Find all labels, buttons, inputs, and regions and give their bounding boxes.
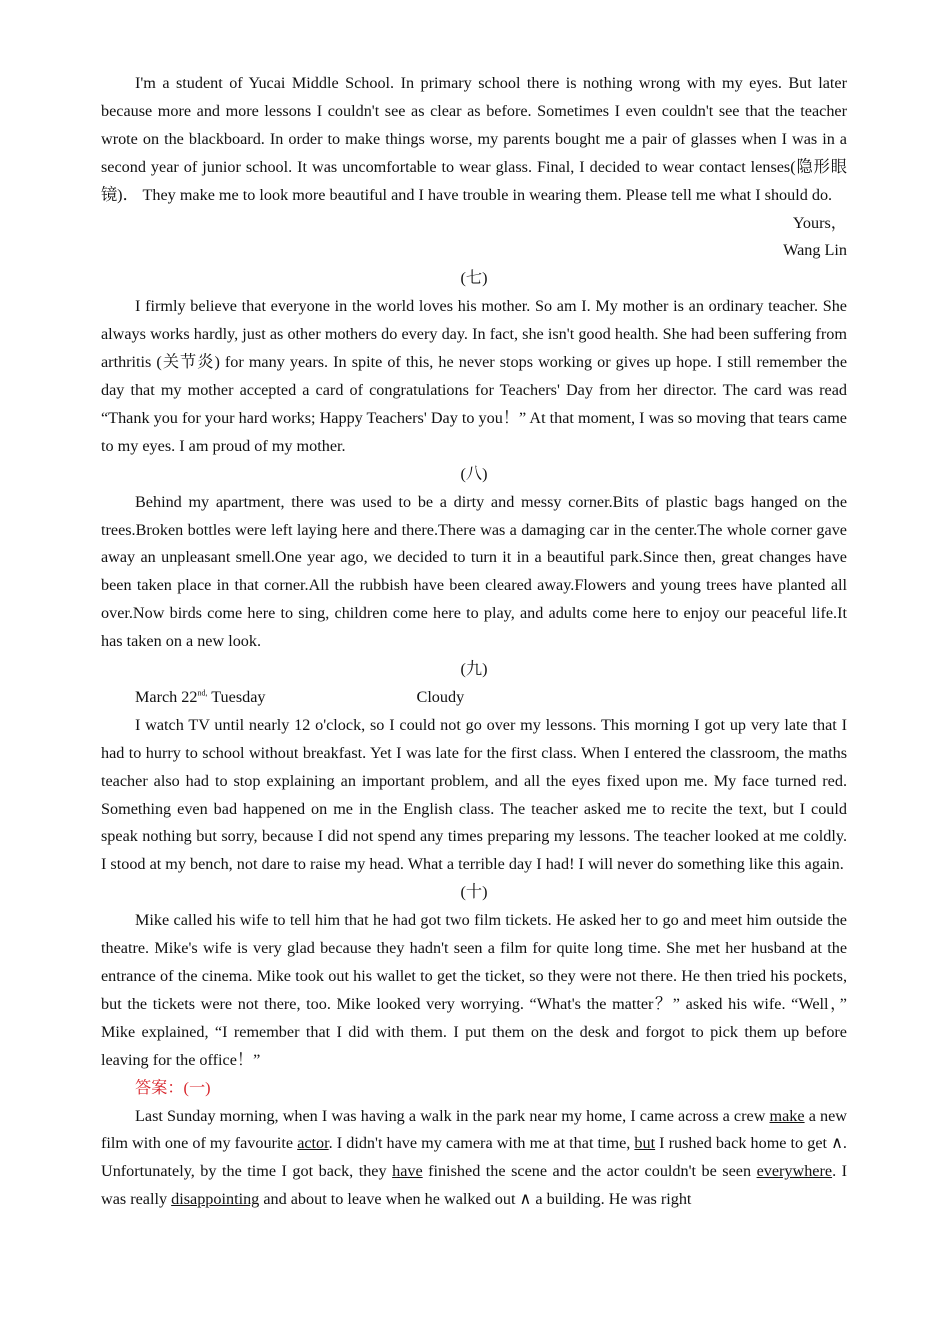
section-8-body: Behind my apartment, there was used to be a dirty and messy corner.Bits of plastic bags hanged on the trees.Broken bottles were left laying here and there.There was a damaging car in the center.The whole corner gave away an unpleasant smell.One year ago, we decided to turn it in a beautiful park.Since then, great changes have been taken place in that corner.All the rubbish have been cleared away.Flowers and young trees have planted all over.Now birds come here to sing, children come here to play, and adults come here to enjoy our peaceful life.It has taken on a new look. xyxy=(101,492,847,651)
section-9-body: I watch TV until nearly 12 o'clock, so I could not go over my lessons. This morning I got up very late that I had to hurry to school without breakfast. Yet I was late for the first class. When I entered the classroom, the maths teacher also had to stop explaining an important problem, and all the eyes fixed upon me. My face turned red. Something even bad happened on me in the English class. The teacher asked me to recite the text, but I could speak nothing but sorry, because I did not spend any times preparing my lessons. The teacher looked at me coldly. I stood at my bench, not dare to raise my head. What a terrible day I had! I will never do something like this again. xyxy=(101,715,847,874)
letter-body: I'm a student of Yucai Middle School. In primary school there is nothing wrong with my eyes. But later because more and more lessons I couldn't see as clear as before. Sometimes I even couldn't see that the teacher wrote on the blackboard. In order to make things worse, my parents bought me a pair of glasses when I was in a second year of junior school. It was uncomfortable to wear glass. Final, I decided to wear contact lenses(隐形眼镜)． They make me to look more beautiful and I have trouble in wearing them. Please tell me what I should do. xyxy=(101,74,847,204)
diary-weather: Cloudy xyxy=(416,687,465,706)
letter-signature: Wang Lin xyxy=(783,241,847,260)
correction-underline: but xyxy=(634,1134,656,1153)
correction-underline: disappointing xyxy=(171,1190,260,1209)
letter-closing: Yours， xyxy=(792,213,847,232)
answer-body xyxy=(101,1103,847,1215)
correction-underline: make xyxy=(769,1106,805,1125)
section-9-heading: (九) xyxy=(460,660,488,679)
correction-underline: actor xyxy=(297,1134,329,1153)
diary-date-suffix: nd, xyxy=(197,688,208,698)
diary-date: March 22 xyxy=(135,687,198,706)
diary-day: Tuesday xyxy=(207,687,266,706)
correction-underline: everywhere xyxy=(756,1162,833,1181)
section-10-body: Mike called his wife to tell him that he had got two film tickets. He asked her to go and meet him outside the theatre. Mike's wife is very glad because they hadn't seen a film for quite long time. She met her husband at the entrance of the cinema. Mike took out his wallet to get the ticket, so they were not there. He then tried his pockets, but the tickets were not there, too. Mike looked very worrying. “What's the matter？” asked his wife. “Well，” Mike explained, “I remember that I did with them. I put them on the desk and forgot to pick them up before leaving for the office！” xyxy=(101,911,847,1069)
section-7-heading: (七) xyxy=(460,269,488,288)
document-page xyxy=(101,70,847,1214)
answer-text: and about to leave when he walked out ∧ a building. He was right xyxy=(259,1190,692,1209)
answer-text: a new film with one of my favourite xyxy=(101,1106,847,1153)
answer-label: 答案：(一) xyxy=(135,1078,211,1097)
answer-text: . I didn't have my camera with me at that time, xyxy=(328,1134,635,1153)
section-10-heading: (十) xyxy=(460,883,488,902)
answer-text: I rushed back home to get ∧. Unfortunately, by the time I got back, they xyxy=(101,1134,847,1181)
section-8-heading: (八) xyxy=(460,464,488,483)
answer-text: finished the scene and the actor couldn't be seen xyxy=(422,1162,757,1181)
correction-underline: have xyxy=(392,1162,423,1181)
answer-text: . I was really xyxy=(101,1162,848,1209)
answer-text: Last Sunday morning, when I was having a walk in the park near my home, I came across a crew xyxy=(135,1106,770,1125)
diary-date-line xyxy=(101,684,847,712)
section-7-body: I firmly believe that everyone in the world loves his mother. So am I. My mother is an ordinary teacher. She always works hardly, just as other mothers do every day. In fact, she isn't good health. She had been suffering from arthritis (关节炎) for many years. In spite of this, he never stops working or gives up hope. I still remember the day that my mother accepted a card of congratulations for Teachers' Day from her director. The card was read “Thank you for your hard works; Happy Teachers' Day to you！” At that moment, I was so moving that tears came to my eyes. I am proud of my mother. xyxy=(101,297,847,455)
